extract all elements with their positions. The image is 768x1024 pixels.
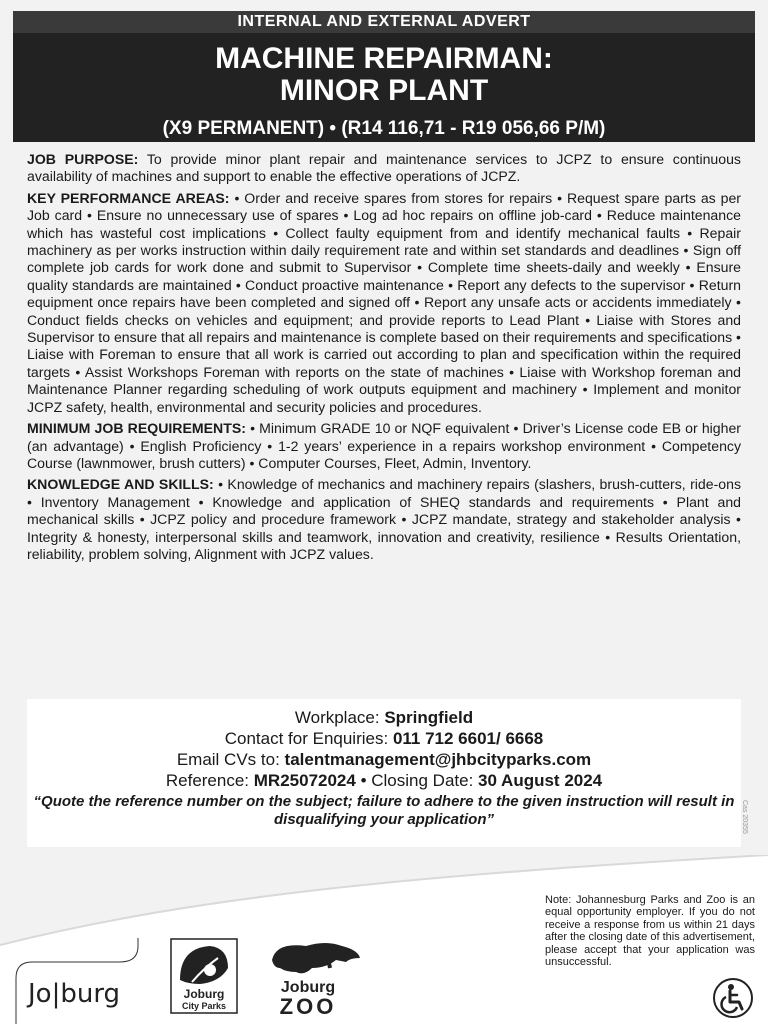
workplace-value: Springfield: [384, 708, 474, 727]
zoo-logo-sub: ZOO: [279, 994, 337, 1019]
job-title-line2: MINOR PLANT: [279, 74, 489, 107]
closing-date: 30 August 2024: [478, 771, 603, 790]
email-line: [27, 749, 741, 770]
closing-date-label: • Closing Date:: [360, 771, 474, 790]
salary-line: (X9 PERMANENT) • (R14 116,71 - R19 056,66 P/M): [162, 118, 606, 139]
zoo-logo-name: Joburg: [280, 979, 336, 996]
job-purpose-text: To provide minor plant repair and maintenance services to JCPZ to ensure continuous availability of machines and support to enable the effective operations of JCPZ.: [27, 151, 741, 185]
requirements-section: [27, 420, 741, 472]
reference-line: [27, 770, 741, 791]
job-purpose-section: [27, 151, 741, 186]
skills-heading: KNOWLEDGE AND SKILLS:: [27, 476, 214, 493]
skills-text: • Knowledge of mechanics and machinery repairs (slashers, brush-cutters, ride-ons • Inventory Management • Knowledge and application of SHEQ standards and requirements • Plant and mechanical skills • JCPZ policy and procedure framework • JCPZ mandate, strategy and stakeholder analysis • Integrity & honesty, interpersonal skills and teamwork, innovation and creativity, resilience • Results Orientation, reliability, problem solving, Alignment with JCPZ values.: [27, 476, 741, 562]
workplace-line: [27, 707, 741, 728]
joburg-logo: [14, 938, 140, 1024]
email-label: Email CVs to:: [176, 750, 280, 769]
city-parks-logo-name: Joburg: [183, 987, 225, 1001]
job-purpose-heading: JOB PURPOSE:: [27, 151, 139, 167]
email-address: talentmanagement@jhbcityparks.com: [284, 750, 592, 769]
job-title-line1: MACHINE REPAIRMAN:: [215, 42, 553, 75]
enquiries-line: [27, 728, 741, 749]
contact-box: [27, 699, 741, 847]
skills-section: [27, 476, 741, 563]
enquiries-label: Contact for Enquiries:: [224, 729, 389, 748]
equal-opportunity-note: Note: Johannesburg Parks and Zoo is an equal opportunity employer. If you do not receive a response from us within 21 days after the closing date of this advertisement, please accept that your application was unsuccessful.: [545, 894, 755, 969]
kpa-section: [27, 190, 741, 416]
wheelchair-accessibility-icon: [713, 978, 753, 1018]
reference-label: Reference:: [165, 771, 250, 790]
city-parks-logo: [170, 938, 238, 1014]
workplace-label: Workplace:: [294, 708, 380, 727]
joburg-logo-text: Jo|burg: [28, 979, 121, 1009]
joburg-zoo-logo: [266, 938, 362, 1024]
reference-number: MR25072024: [253, 771, 356, 790]
city-parks-logo-sub: City Parks: [181, 1001, 227, 1011]
kpa-text: • Order and receive spares from stores for repairs • Request spare parts as per Job card • Ensure no unnecessary use of spares • Log ad hoc repairs on offline job-card • Reduce maintenance which has wasteful cost implications • Collect faulty equipment from and identify mechanical faults • Repair machinery as per works instruction within daily requirement rate and within set standards and deadlines • Sign off complete job cards for work done and submit to Supervisor • Complete time sheets-daily and weekly • Ensure quality standards are maintained • Conduct proactive maintenance • Report any defects to the supervisor • Return equipment once repairs have been completed and signed off • Report any unsafe acts or accidents immediately • Conduct fields checks on vehicles and equipment; and provide reports to Lead Plant • Liaise with Stores and Supervisor to ensure that all repairs and maintenance is complete based on their requirements and specifications • Liaise with Foreman to ensure that all work is carried out according to plan and specification within the required targets • Assist Workshops Foreman with reports on the state of machines • Liaise with Workshop foreman and Maintenance Planner regarding scheduling of work outputs equipment and machinery • Implement and monitor JCPZ safety, health, environmental and security policies and procedures.: [27, 189, 741, 415]
kpa-heading: KEY PERFORMANCE AREAS:: [27, 189, 230, 206]
advert-type-banner: INTERNAL AND EXTERNAL ADVERT: [13, 11, 755, 33]
requirements-text: • Minimum GRADE 10 or NQF equivalent • Driver’s License code EB or higher (an advantage) • English Proficiency • 1-2 years’ experience in a repairs workshop environment • Competency Course (lawnmower, brush cutters) • Computer Courses, Fleet, Admin, Inventory.: [27, 420, 742, 471]
job-title: [13, 43, 755, 107]
reference-instruction-quote: “Quote the reference number on the subject; failure to adhere to the given instruction will result in disqualifying your application”: [33, 793, 735, 828]
advert-header: [13, 11, 755, 142]
advert-body: [27, 151, 741, 567]
footer-logos: [0, 930, 540, 1024]
enquiries-phone: 011 712 6601/ 6668: [392, 729, 544, 748]
advert-code: Cas 20355: [741, 800, 748, 834]
requirements-heading: MINIMUM JOB REQUIREMENTS:: [27, 420, 246, 437]
